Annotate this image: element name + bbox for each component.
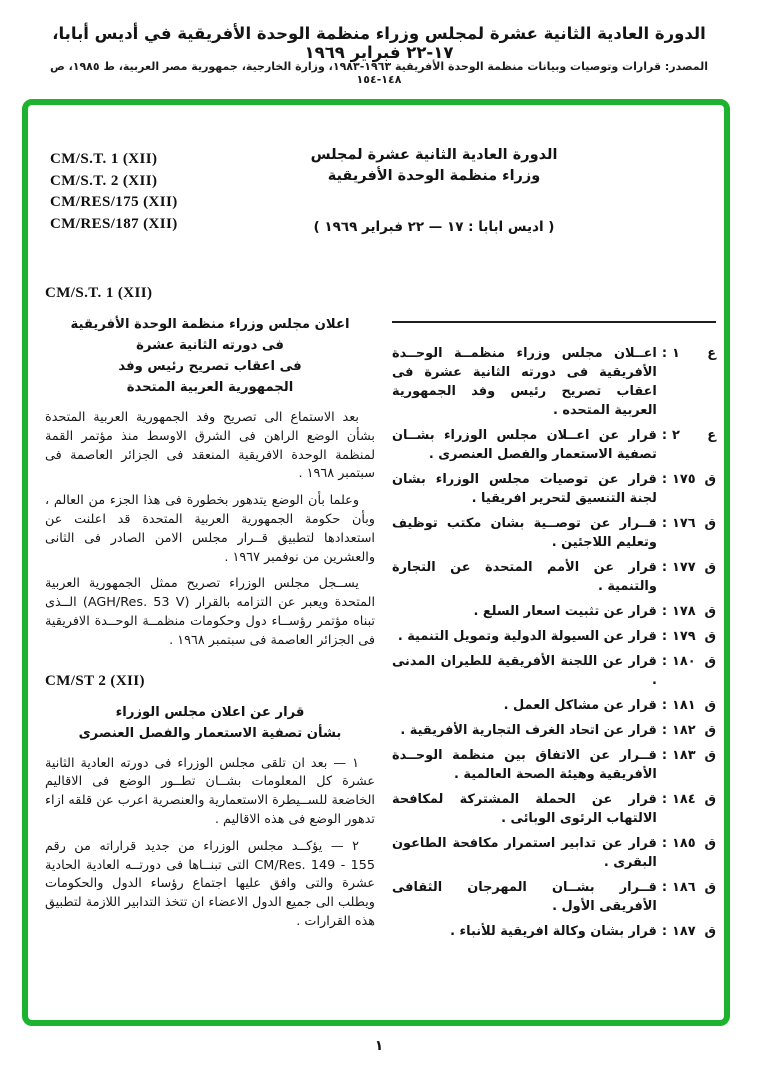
declaration2-section — [45, 673, 375, 932]
item-label: ق ١٨٢ — [672, 723, 716, 738]
item-label: ق ١٧٧ — [672, 560, 716, 575]
list-item — [392, 558, 716, 596]
item-colon: : — [661, 880, 667, 895]
item-text: قرار عن تدابير استمرار مكافحة الطاعون البقرى . — [392, 836, 657, 870]
item-text: قرار عن اتحاد الغرف التجارية الأفريقية . — [400, 723, 657, 738]
session-heading — [300, 145, 568, 238]
heading-line: اعلان مجلس وزراء منظمة الوحدة الأفريقية — [70, 317, 350, 332]
item-text: قرار عن مشاكل العمل . — [503, 698, 657, 713]
item-label: ع ٢ — [672, 428, 716, 443]
item-label: ق ١٨٤ — [672, 792, 716, 807]
paragraph: يســجل مجلس الوزراء تصريح ممثل الجمهورية العربية المتحدة ويعبر عن التزامه بالقرار (AGH/Res. 53 V) الــذى تبناه مؤتمر رؤســاء دول وحكومات منظمــة الوحــدة الافريقية فى الجزائر العاصمة فى سبتمبر ١٩٦٨ . — [45, 576, 376, 648]
item-text: قرار عن اعــلان مجلس الوزراء بشــان تصفية الاستعمار والفصل العنصرى . — [392, 428, 657, 462]
article-column — [45, 285, 375, 940]
list-item — [392, 344, 716, 420]
item-text: قرار عن توصيات مجلس الوزراء بشان لجنة التنسيق لتحرير افريقيا . — [392, 472, 657, 506]
item-colon: : — [661, 346, 667, 361]
item-text: قرار عن الحملة المشتركة لمكافحة الالتهاب الرئوى الوبائى . — [392, 792, 657, 826]
item-text: قــرار عن توصــية بشان مكتب توظيف وتعليم اللاجئين . — [392, 516, 657, 550]
item-colon: : — [661, 698, 667, 713]
source-citation: المصدر: قرارات وتوصيات وبيانات منظمة الوحدة الأفريقية ١٩٦٣-١٩٨٣، وزارة الخارجية، جمهورية مصر العربية، ط ١٩٨٥، ص ١٤٨-١٥٤ — [49, 60, 709, 86]
item-text: قرار عن تثبيت اسعار السلع . — [473, 604, 657, 619]
item-colon: : — [661, 654, 667, 669]
document-code: CM/S.T. 2 (XII) — [50, 172, 158, 189]
list-item — [392, 878, 716, 916]
item-colon: : — [661, 428, 667, 443]
item-colon: : — [661, 472, 667, 487]
list-item — [392, 514, 716, 552]
document-code: CM/RES/187 (XII) — [50, 215, 178, 232]
declaration1-code: CM/S.T. 1 (XII) — [45, 285, 153, 301]
item-text: قرار عن السيولة الدولية وتمويل التنمية . — [397, 629, 657, 644]
list-item — [392, 834, 716, 872]
list-item — [392, 790, 716, 828]
session-title-line: وزراء منظمة الوحدة الأفريقية — [327, 168, 541, 184]
item-colon: : — [661, 723, 667, 738]
document-code: CM/S.T. 1 (XII) — [50, 151, 158, 167]
paragraph: وعلما بأن الوضع يتدهور بخطورة فى هذا الجزء من العالم ، وبأن حكومة الجمهورية العربية المتحدة قد اعلنت عن استعدادها لتطبيق قــرار مجلس الامن الصادر فى الثانى والعشرين من نوفمبر ١٩٦٧ . — [45, 493, 375, 565]
heading-line: بشأن تصفية الاستعمار والفصل العنصرى — [78, 725, 342, 741]
document-frame — [22, 99, 730, 1026]
item-text: قرار عن اللجنة الأفريقية للطيران المدنى . — [392, 654, 657, 688]
item-text: قرار عن الأمم المتحدة عن التجارة والتنمية . — [392, 560, 657, 594]
resolutions-index-column — [392, 321, 716, 947]
heading-line: فى دورته الثانية عشرة — [136, 338, 284, 353]
item-text: اعــلان مجلس وزراء منظمــة الوحــدة الأفريقية فى دورته الثانية عشرة فى اعقاب تصريح رئيس وفد الجمهورية العربية المتحده . — [392, 346, 657, 418]
paragraph: ١ — بعد ان تلقى مجلس الوزراء فى دورته العادية الثانية عشرة كل المعلومات بشــان تطــور الوضع فى الاقاليم الخاضعة للســيطرة الاستعمارية والعنصرية اعرب عن قلقه ازاء تدهور الوضع فى هذه الاقاليم . — [45, 755, 375, 827]
list-item — [392, 696, 716, 715]
list-item — [392, 426, 716, 464]
item-colon: : — [661, 604, 667, 619]
item-label: ق ١٨٧ — [672, 924, 716, 939]
index-top-rule — [392, 321, 716, 323]
declaration1-heading — [45, 314, 375, 398]
declaration1-section — [45, 285, 375, 651]
session-date: ( اديس ابابا : ١٧ — ٢٢ فبراير ١٩٦٩ ) — [313, 219, 555, 235]
heading-line: قرار عن اعلان مجلس الوزراء — [115, 704, 305, 720]
item-label: ق ١٧٥ — [672, 472, 716, 487]
session-title-line: الدورة العادية الثانية عشرة لمجلس — [310, 147, 558, 163]
item-text: قرار بشان وكالة افريقية للأنباء . — [450, 924, 657, 939]
item-label: ق ١٨٠ — [672, 654, 716, 669]
paragraph: ٢ — يؤكــد مجلس الوزراء من جديد قراراته من رقم CM/Res. 149 - 155 التى تبنــاها فى دورتــه العادية الحادية عشرة والتى وافق عليها اجتماع رؤساء الدول والحكومات ويطلب الى جميع الدول الاعضاء ان تتخذ التدابير اللازمة لتطبيق هذه القرارات . — [45, 838, 375, 929]
item-label: ق ١٨٥ — [672, 836, 716, 851]
item-label: ق ١٧٨ — [672, 604, 716, 619]
resolutions-list — [392, 344, 716, 941]
item-colon: : — [661, 516, 667, 531]
heading-line: الجمهورية العربية المتحدة — [126, 380, 294, 395]
item-colon: : — [661, 836, 667, 851]
list-item — [392, 721, 716, 740]
page-title: الدورة العادية الثانية عشرة لمجلس وزراء منظمة الوحدة الأفريقية في أديس أبابا، ١٧-٢٢ فبراير ١٩٦٩ — [52, 24, 706, 62]
document-code: CM/RES/175 (XII) — [50, 194, 178, 210]
item-colon: : — [661, 629, 667, 644]
list-item — [392, 746, 716, 784]
item-colon: : — [661, 924, 667, 939]
list-item — [392, 470, 716, 508]
document-codes-list — [50, 149, 178, 235]
declaration2-heading — [45, 702, 375, 744]
list-item — [392, 652, 716, 690]
item-colon: : — [661, 560, 667, 575]
list-item — [392, 602, 716, 621]
frame-inner — [28, 105, 724, 1020]
item-label: ع ١ — [672, 346, 716, 361]
declaration2-code: CM/ST 2 (XII) — [45, 672, 145, 689]
paragraph: بعد الاستماع الى تصريح وفد الجمهورية العربية المتحدة بشأن الوضع الراهن فى الشرق الاوسط منذ مؤتمر القمة لمنظمة الوحدة الافريقية المنعقد فى الجزائر العاصمة فى سبتمبر ١٩٦٨ . — [45, 410, 375, 482]
item-text: قــرار بشــان المهرجان الثقافى الأفريقى الأول . — [392, 880, 657, 914]
item-label: ق ١٨٣ — [672, 748, 716, 763]
item-colon: : — [661, 792, 667, 807]
heading-line: فى اعقاب تصريح رئيس وفد — [118, 359, 302, 374]
item-label: ق ١٧٩ — [672, 629, 716, 644]
list-item — [392, 922, 716, 941]
item-colon: : — [661, 748, 667, 763]
item-label: ق ١٨١ — [672, 698, 716, 713]
item-text: قــرار عن الاتفاق بين منظمة الوحــدة الأفريقية وهيئة الصحة العالمية . — [392, 748, 657, 782]
item-label: ق ١٨٦ — [672, 880, 716, 895]
item-label: ق ١٧٦ — [672, 516, 716, 531]
page-number: ١ — [374, 1038, 384, 1054]
list-item — [392, 627, 716, 646]
